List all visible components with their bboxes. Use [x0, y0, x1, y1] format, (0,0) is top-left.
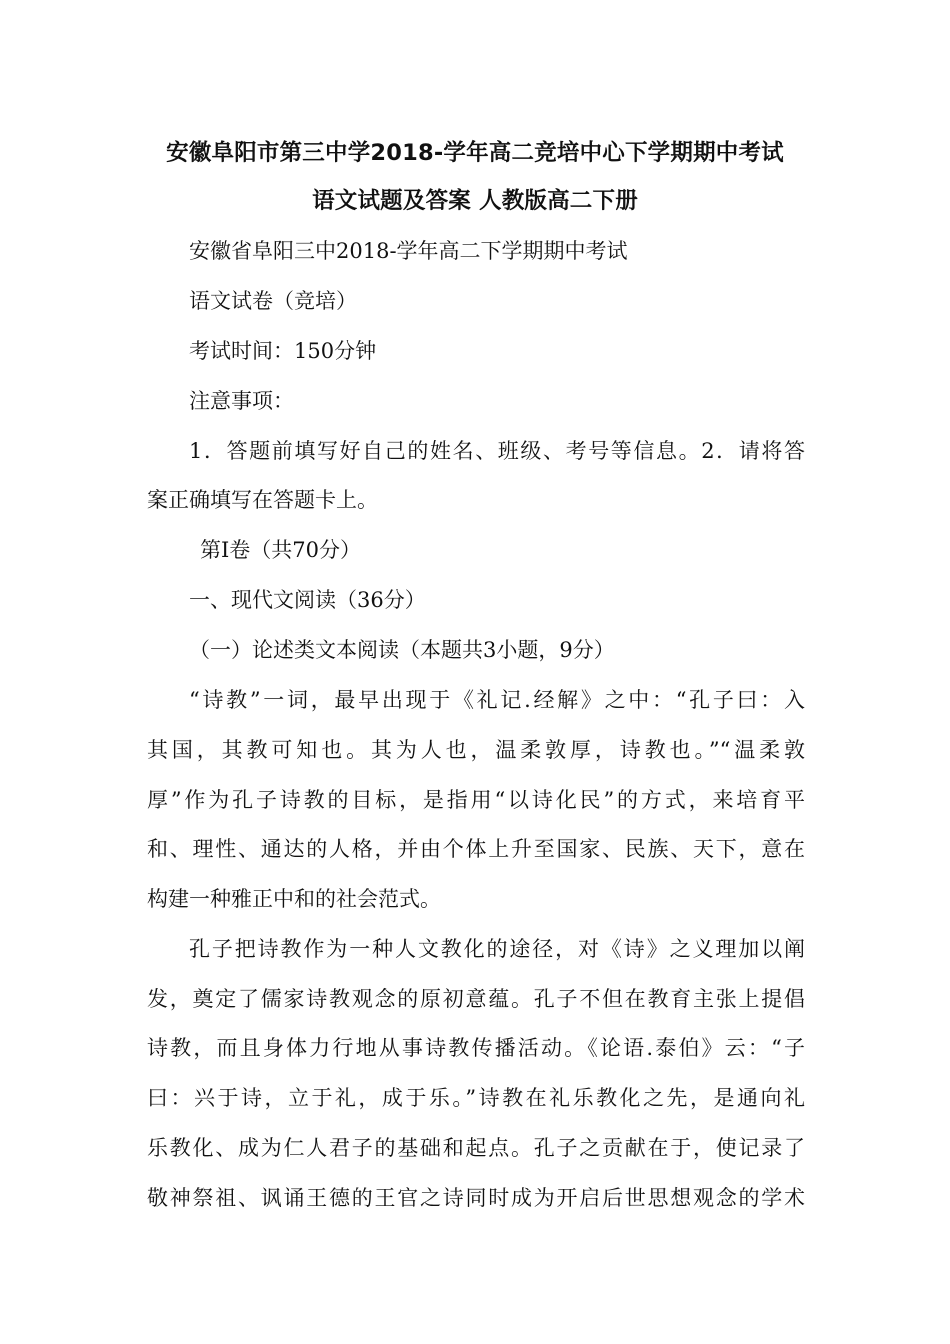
paragraph-1-line-2: 其国，其教可知也。其为人也，温柔敦厚，诗教也。”“温柔敦 — [147, 738, 805, 762]
exam-header-school: 安徽省阜阳三中2018-学年高二下学期期中考试 — [189, 239, 628, 263]
paragraph-1-line-1: “诗教”一词，最早出现于《礼记.经解》之中：“孔子曰：入 — [189, 688, 805, 712]
paragraph-1-line-3: 厚”作为孔子诗教的目标，是指用“以诗化民”的方式，来培育平 — [147, 788, 805, 812]
subsection-one-heading: （一）论述类文本阅读（本题共3小题，9分） — [189, 638, 615, 662]
paragraph-2-line-1: 孔子把诗教作为一种人文教化的途径，对《诗》之义理加以阐 — [189, 937, 805, 961]
exam-header-notice: 注意事项： — [189, 389, 294, 413]
section-volume-heading: 第Ⅰ卷（共70分） — [200, 538, 362, 562]
paragraph-2-line-2: 发，奠定了儒家诗教观念的原初意蕴。孔子不但在教育主张上提倡 — [147, 987, 805, 1011]
paragraph-2-line-4: 曰：兴于诗，立于礼，成于乐。”诗教在礼乐教化之先，是通向礼 — [147, 1086, 805, 1110]
paragraph-1-line-5: 构建一种雅正中和的社会范式。 — [147, 887, 441, 911]
notice-line-2: 案正确填写在答题卡上。 — [147, 488, 378, 512]
document-title-line-1: 安徽阜阳市第三中学2018-学年高二竞培中心下学期期中考试 — [166, 140, 784, 166]
section-one-heading: 一、现代文阅读（36分） — [189, 588, 426, 612]
notice-line-1: 1．答题前填写好自己的姓名、班级、考号等信息。2．请将答 — [189, 439, 805, 463]
paragraph-2-line-3: 诗教，而且身体力行地从事诗教传播活动。《论语.泰伯》云：“子 — [147, 1036, 805, 1060]
document-title-line-2: 语文试题及答案 人教版高二下册 — [312, 188, 638, 214]
paragraph-2-line-6: 敬神祭祖、讽诵王德的王官之诗同时成为开启后世思想观念的学术 — [147, 1186, 805, 1210]
paragraph-1-line-4: 和、理性、通达的人格，并由个体上升至国家、民族、天下，意在 — [147, 837, 805, 861]
exam-header-time: 考试时间：150分钟 — [189, 339, 377, 363]
paragraph-2-line-5: 乐教化、成为仁人君子的基础和起点。孔子之贡献在于，使记录了 — [147, 1136, 805, 1160]
exam-header-subject: 语文试卷（竞培） — [189, 289, 357, 313]
